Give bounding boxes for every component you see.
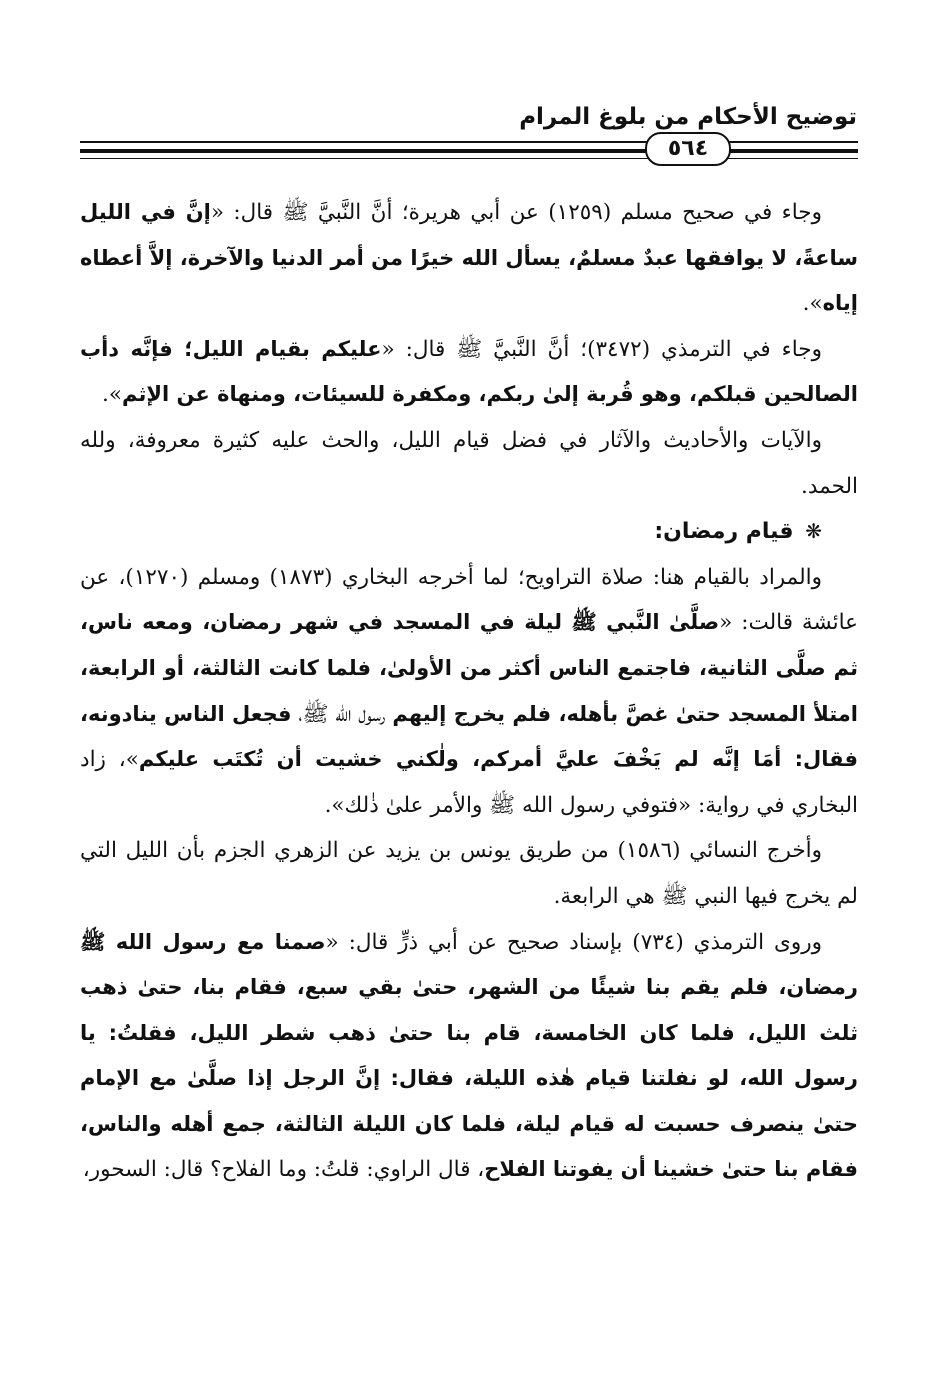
paragraph [80, 418, 858, 509]
paragraph [80, 828, 858, 919]
body-text [80, 190, 858, 1193]
hadith-text: فجعل الناس ينادونه، فقال: أمَا إنَّه لم يَخْفَ عليَّ أمركم، ولٰكني خشيت أن تُكتَب عليكم [80, 701, 858, 772]
text-run: والمراد بالقيام هنا: صلاة التراويح؛ لما أخرجه البخاري (١٨٧٣) ومسلم (١٢٧٠)، عن عائشة قالت: « [80, 564, 858, 636]
text-run: رسول الله ﷺ، [291, 701, 393, 727]
text-run: وروى الترمذي (٧٣٤) بإسناد صحيح عن أبي ذرٍّ قال: « [325, 929, 822, 955]
page-number: ٥٦٤ [645, 132, 731, 166]
hadith-text: إنَّ في الليل ساعةً، لا يوافقها عبدٌ مسلمٌ، يسأل الله خيرًا من أمر الدنيا والآخرة، إلاَّ أعطاه إياه [80, 200, 858, 316]
paragraph [80, 327, 858, 418]
hadith-text: صلَّىٰ النَّبي ﷺ ليلة في المسجد في شهر رمضان، ومعه ناس، ثم صلَّى الثانية، فاجتمع الناس أكثر من الأولىٰ، فلما كانت الثالثة، أو الرابعة، امتلأ المسجد حتىٰ غصَّ بأهله، فلم يخرج إليهم [80, 610, 858, 726]
text-run: ». [102, 382, 123, 408]
paragraph [80, 190, 858, 327]
header-rule-bottom [80, 158, 858, 159]
section-heading [80, 509, 858, 555]
text-run: وجاء في الترمذي (٣٤٧٢)؛ أنَّ النَّبيَّ ﷺ قال: « [381, 336, 822, 362]
text-run: وجاء في صحيح مسلم (١٢٥٩) عن أبي هريرة؛ أنَّ النَّبيَّ ﷺ قال: « [210, 200, 822, 225]
running-title: توضيح الأحكام من بلوغ المرام [519, 104, 857, 130]
text-run: ، قال الراوي: قلتُ: وما الفلاح؟ قال: السحور، [82, 1157, 485, 1183]
section-heading-text: قيام رمضان: [654, 519, 794, 545]
heading-bullet: ❋ [805, 519, 822, 544]
header-rule-top [80, 141, 858, 143]
paragraph [80, 920, 858, 1194]
hadith-text: عليكم بقيام الليل؛ فإنَّه دأب الصالحين قبلكم، وهو قُربة إلىٰ ربكم، ومكفرة للسيئات، ومنهاة عن الإثم [80, 336, 858, 407]
header-rule-middle [80, 149, 858, 153]
hadith-text: صمنا مع رسول الله ﷺ رمضان، فلم يقم بنا شيئًا من الشهر، حتىٰ بقي سبع، فقام بنا، حتىٰ ذهب ثلث الليل، فلما كان الخامسة، قام بنا حتىٰ ذهب شطر الليل، فقلتُ: يا رسول الله، لو نفلتنا قيام هٰذه الليلة، فقال: إنَّ الرجل إذا صلَّىٰ مع الإمام حتىٰ ينصرف حسبت له قيام ليلة، فلما كان الليلة الثالثة، جمع أهله والناس، فقام بنا حتىٰ خشينا أن يفوتنا الفلاح [80, 929, 858, 1182]
text-run: وأخرج النسائي (١٥٨٦) من طريق يونس بن يزيد عن الزهري الجزم بأن الليل التي لم يخرج فيها النبي ﷺ هي الرابعة. [80, 838, 858, 909]
text-run: والآيات والأحاديث والآثار في فضل قيام الليل، والحث عليه كثيرة معروفة، ولله الحمد. [80, 427, 858, 499]
paragraph [80, 555, 858, 829]
text-run: ». [802, 291, 823, 317]
text-run: »، زاد البخاري في رواية: «فتوفي رسول الله ﷺ والأمر علىٰ ذٰلك». [80, 747, 858, 818]
